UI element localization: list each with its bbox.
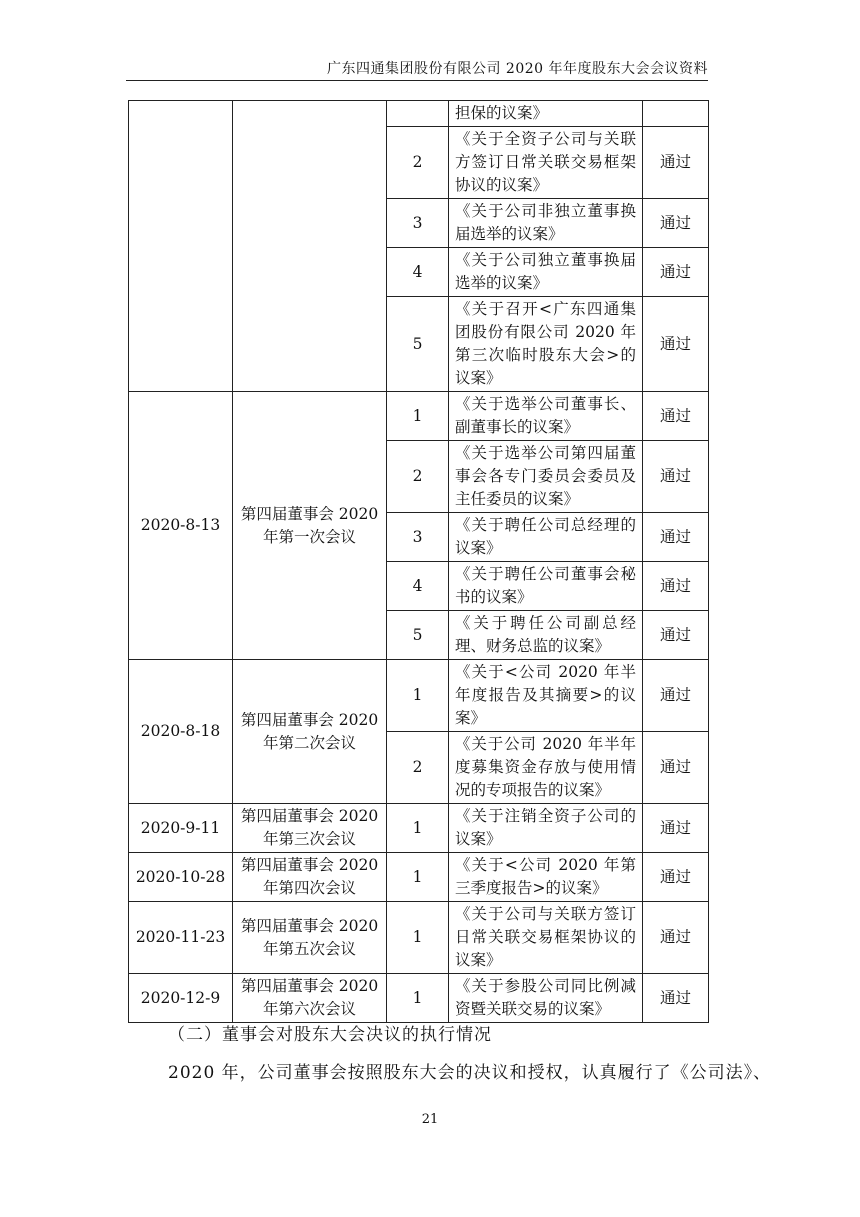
page-number: 21 (421, 1112, 439, 1127)
meeting-date: 2020-8-13 (129, 392, 233, 660)
item-title: 《关于注销全资子公司的议案》 (449, 804, 643, 853)
body-paragraph: 2020 年，公司董事会按照股东大会的决议和授权，认真履行了《公司法》、 (168, 1063, 772, 1083)
item-number: 2 (387, 732, 449, 804)
item-result: 通过 (643, 611, 709, 660)
item-result: 通过 (643, 660, 709, 732)
table-row (129, 392, 709, 441)
item-number: 1 (387, 392, 449, 441)
item-number: 1 (387, 974, 449, 1023)
meeting-name: 第四届董事会 2020 年第三次会议 (233, 804, 387, 853)
item-number (387, 101, 449, 127)
item-title: 《关于公司独立董事换届选举的议案》 (449, 248, 643, 297)
item-title: 担保的议案》 (449, 101, 643, 127)
board-meetings-table (128, 100, 709, 1023)
table-row (129, 902, 709, 974)
item-title: 《关于聘任公司总经理的议案》 (449, 513, 643, 562)
item-result (643, 101, 709, 127)
item-number: 1 (387, 804, 449, 853)
item-number: 2 (387, 441, 449, 513)
table-row (129, 974, 709, 1023)
item-result: 通过 (643, 297, 709, 392)
item-number: 5 (387, 297, 449, 392)
item-title: 《关于公司 2020 年半年度募集资金存放与使用情况的专项报告的议案》 (449, 732, 643, 804)
item-result: 通过 (643, 392, 709, 441)
item-result: 通过 (643, 199, 709, 248)
table-row (129, 101, 709, 127)
item-number: 4 (387, 562, 449, 611)
item-number: 1 (387, 902, 449, 974)
meeting-date: 2020-12-9 (129, 974, 233, 1023)
section-heading: （二）董事会对股东大会决议的执行情况 (168, 1025, 492, 1045)
meeting-name: 第四届董事会 2020 年第四次会议 (233, 853, 387, 902)
item-title: 《关于<公司 2020 年半年度报告及其摘要>的议案》 (449, 660, 643, 732)
item-result: 通过 (643, 127, 709, 199)
table-row (129, 853, 709, 902)
item-title: 《关于聘任公司董事会秘书的议案》 (449, 562, 643, 611)
item-title: 《关于召开<广东四通集团股份有限公司 2020 年第三次临时股东大会>的议案》 (449, 297, 643, 392)
meeting-name: 第四届董事会 2020 年第二次会议 (233, 660, 387, 804)
item-result: 通过 (643, 562, 709, 611)
item-number: 3 (387, 513, 449, 562)
item-result: 通过 (643, 804, 709, 853)
running-header: 广东四通集团股份有限公司 2020 年年度股东大会会议资料 (326, 61, 708, 77)
meeting-name: 第四届董事会 2020 年第五次会议 (233, 902, 387, 974)
table-row (129, 660, 709, 732)
header-rule (126, 80, 708, 81)
meeting-date: 2020-8-18 (129, 660, 233, 804)
item-result: 通过 (643, 853, 709, 902)
item-result: 通过 (643, 441, 709, 513)
item-title: 《关于聘任公司副总经理、财务总监的议案》 (449, 611, 643, 660)
item-number: 3 (387, 199, 449, 248)
item-title: 《关于全资子公司与关联方签订日常关联交易框架协议的议案》 (449, 127, 643, 199)
meeting-name: 第四届董事会 2020 年第一次会议 (233, 392, 387, 660)
meeting-date: 2020-9-11 (129, 804, 233, 853)
item-number: 1 (387, 660, 449, 732)
meeting-date (129, 101, 233, 392)
meeting-date: 2020-11-23 (129, 902, 233, 974)
item-result: 通过 (643, 974, 709, 1023)
meeting-name: 第四届董事会 2020 年第六次会议 (233, 974, 387, 1023)
item-title: 《关于公司与关联方签订日常关联交易框架协议的议案》 (449, 902, 643, 974)
item-result: 通过 (643, 732, 709, 804)
table-row (129, 804, 709, 853)
item-result: 通过 (643, 902, 709, 974)
item-result: 通过 (643, 513, 709, 562)
item-result: 通过 (643, 248, 709, 297)
item-title: 《关于选举公司董事长、副董事长的议案》 (449, 392, 643, 441)
item-number: 5 (387, 611, 449, 660)
meeting-date: 2020-10-28 (129, 853, 233, 902)
item-number: 4 (387, 248, 449, 297)
item-title: 《关于<公司 2020 年第三季度报告>的议案》 (449, 853, 643, 902)
item-title: 《关于参股公司同比例减资暨关联交易的议案》 (449, 974, 643, 1023)
meeting-name (233, 101, 387, 392)
item-title: 《关于选举公司第四届董事会各专门委员会委员及主任委员的议案》 (449, 441, 643, 513)
item-number: 1 (387, 853, 449, 902)
item-number: 2 (387, 127, 449, 199)
item-title: 《关于公司非独立董事换届选举的议案》 (449, 199, 643, 248)
